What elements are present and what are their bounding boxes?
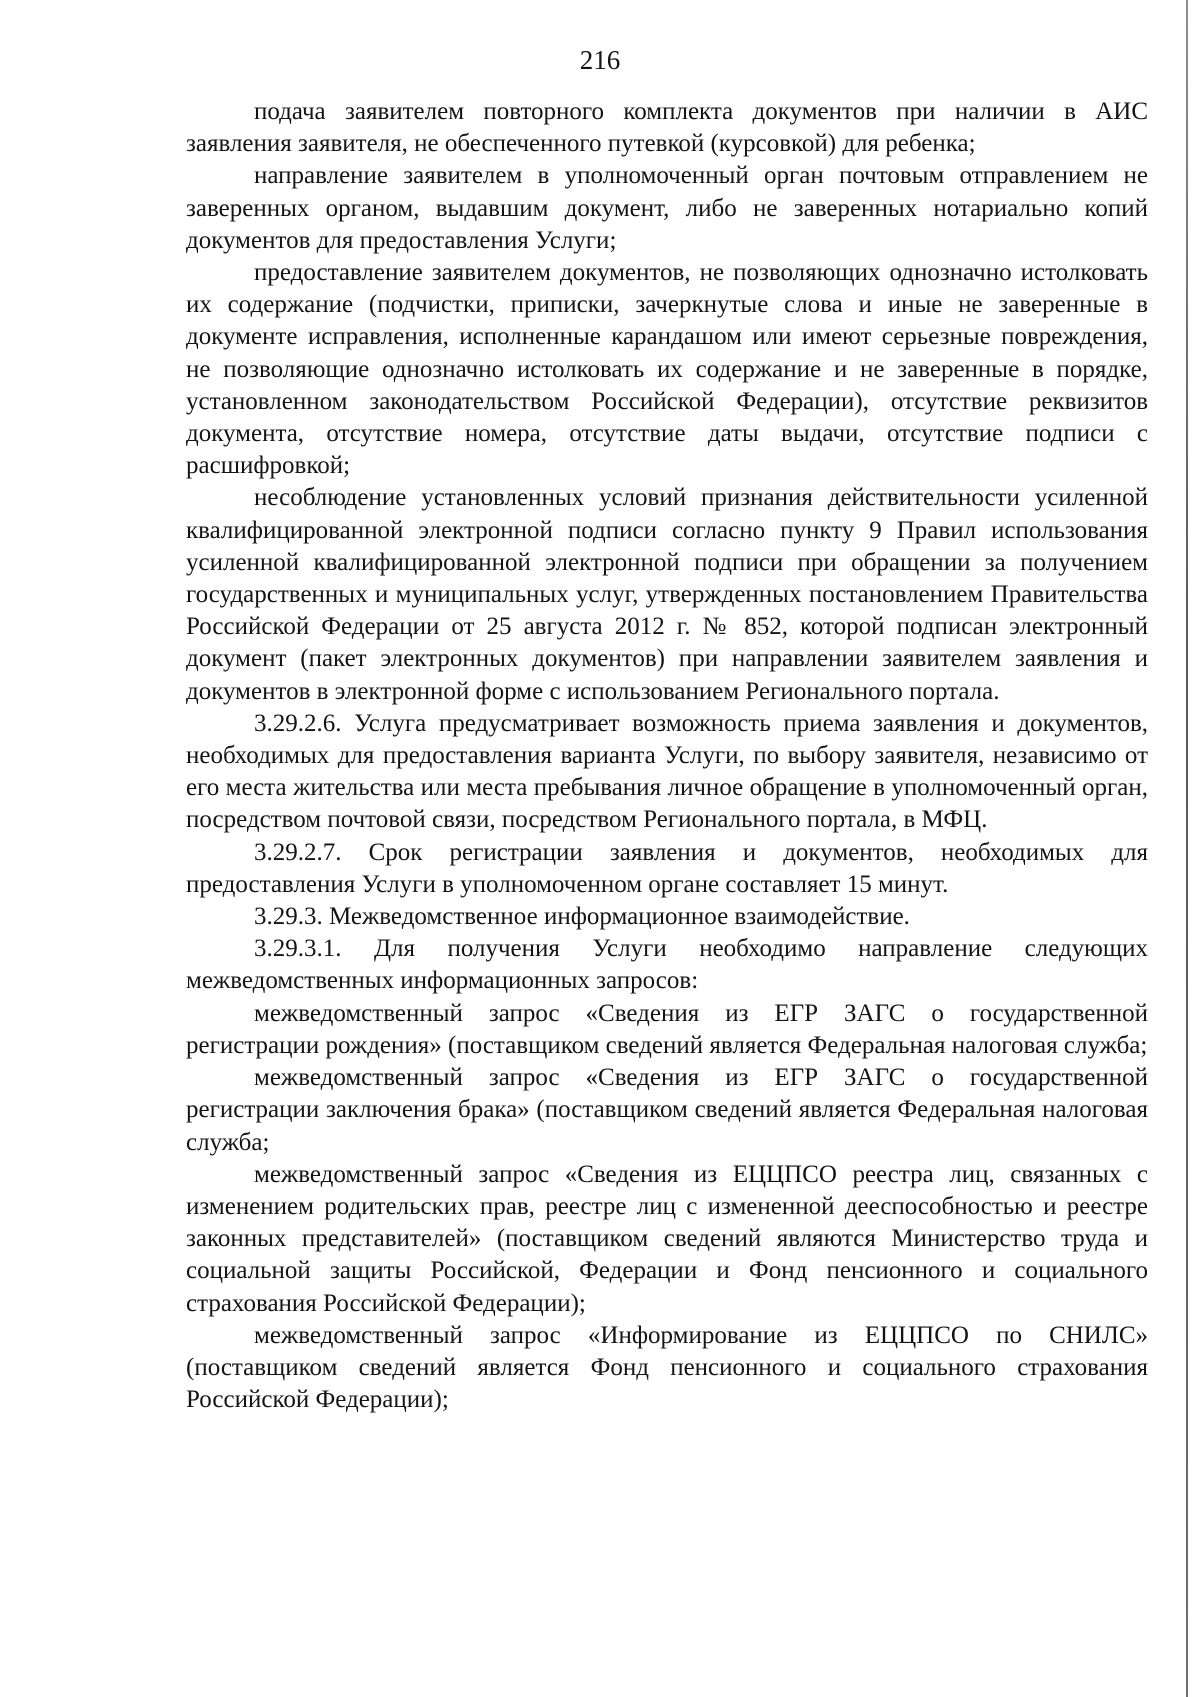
paragraph-electronic-signature: несоблюдение установленных условий признания действительности усиленной квалифицированной электронной подписи согласно пункту 9 Правил использования усиленной квалифицированной электронной подписи при обращении за получением государственных и муниципальных услуг, утвержденных постановлением Правительства Российской Федерации от 25 августа 2012 г. № 852, которой подписан электронный документ (пакет электронных документов) при направлении заявителем заявления и документов в электронной форме с использованием Регионального портала.: [186, 484, 1148, 705]
paragraph-3-29-3-1: 3.29.3.1. Для получения Услуги необходимо направление следующих межведомственных информационных запросов:: [186, 935, 1148, 995]
paragraph-request-parental-rights: межведомственный запрос «Сведения из ЕЦЦПСО реестра лиц, связанных с изменением родительских прав, реестре лиц с измененной дееспособностью и реестре законных представителей» (поставщиком сведений являются Министерство труда и социальной защиты Российской, Федерации и Фонд пенсионного и социального страхования Российской Федерации);: [186, 1160, 1148, 1317]
paragraph-request-marriage: межведомственный запрос «Сведения из ЕГР ЗАГС о государственной регистрации заключения брака» (поставщиком сведений является Федеральная налоговая служба;: [186, 1064, 1148, 1156]
paragraph-postal-copies: направление заявителем в уполномоченный орган почтовым отправлением не заверенных органом, выдавшим документ, либо не заверенных нотариально копий документов для предоставления Услуги;: [186, 162, 1148, 254]
scan-edge-line: [1186, 0, 1188, 1697]
paragraph-request-birth: межведомственный запрос «Сведения из ЕГР ЗАГС о государственной регистрации рождения» (поставщиком сведений является Федеральная налоговая служба;: [186, 999, 1148, 1059]
page-number: 216: [579, 45, 621, 75]
document-body: [186, 96, 1148, 1416]
paragraph-request-snils: межведомственный запрос «Информирование из ЕЦЦПСО по СНИЛС» (поставщиком сведений является Фонд пенсионного и социального страхования Российской Федерации);: [186, 1321, 1148, 1414]
paragraph-3-29-2-7: 3.29.2.7. Срок регистрации заявления и документов, необходимых для предоставления Услуги в уполномоченном органе составляет 15 минут.: [186, 838, 1148, 898]
paragraph-3-29-3: 3.29.3. Межведомственное информационное взаимодействие.: [254, 903, 910, 931]
paragraph-3-29-2-6: 3.29.2.6. Услуга предусматривает возможность приема заявления и документов, необходимых для предоставления варианта Услуги, по выбору заявителя, независимо от его места жительства или места пребывания личное обращение в уполномоченный орган, посредством почтовой связи, посредством Регионального портала, в МФЦ.: [186, 709, 1148, 834]
paragraph-repeat-package: подача заявителем повторного комплекта документов при наличии в АИС заявления заявителя, не обеспеченного путевкой (курсовкой) для ребенка;: [186, 98, 1148, 158]
paragraph-unreadable-documents: предоставление заявителем документов, не позволяющих однозначно истолковать их содержание (подчистки, приписки, зачеркнутые слова и иные не заверенные в документе исправления, исполненные карандашом или имеют серьезные повреждения, не позволяющие однозначно истолковать их содержание и не заверенные в порядке, установленном законодательством Российской Федерации), отсутствие реквизитов документа, отсутствие номера, отсутствие даты выдачи, отсутствие подписи с расшифровкой;: [186, 259, 1148, 480]
